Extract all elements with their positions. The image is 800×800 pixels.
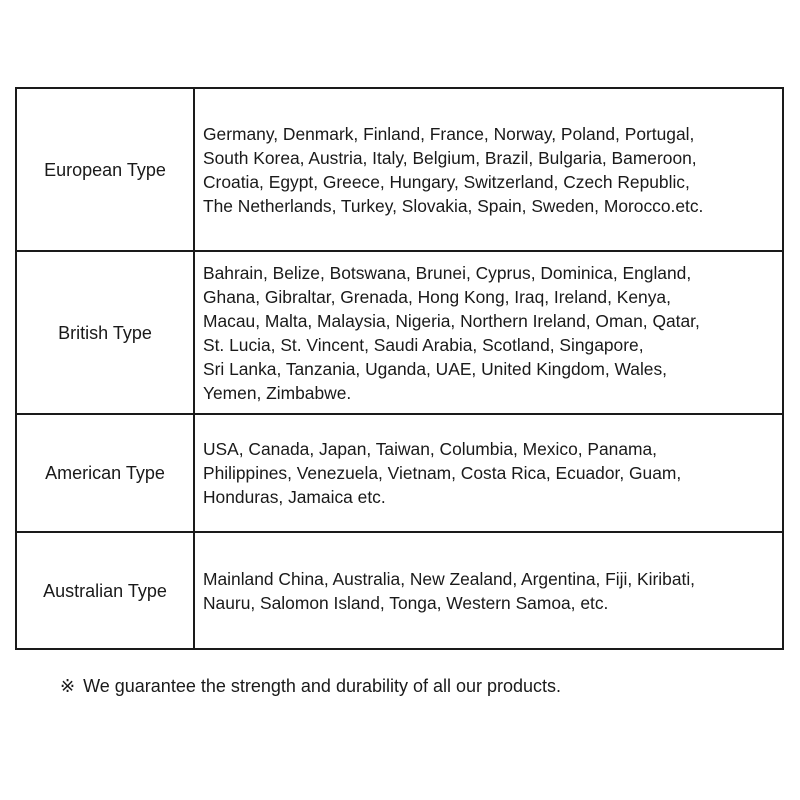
countries-cell: [194, 88, 783, 251]
type-label-cell: [16, 532, 194, 649]
type-label-cell: [16, 88, 194, 251]
table-row-european: [16, 88, 783, 251]
type-label: Australian Type: [43, 580, 167, 601]
countries-line: The Netherlands, Turkey, Slovakia, Spain, Sweden, Morocco.etc.: [203, 195, 704, 216]
countries-line: St. Lucia, St. Vincent, Saudi Arabia, Scotland, Singapore,: [203, 334, 644, 355]
countries-line: Yemen, Zimbabwe.: [203, 382, 352, 403]
footnote: [60, 675, 561, 697]
footnote-text: We guarantee the strength and durability of all our products.: [83, 676, 562, 696]
type-label-cell: [16, 251, 194, 414]
type-label-cell: [16, 414, 194, 532]
plug-type-table: [15, 87, 784, 650]
type-label: American Type: [45, 463, 165, 483]
type-label: British Type: [58, 322, 152, 343]
reference-mark-icon: ※: [60, 676, 76, 696]
countries-line: Mainland China, Australia, New Zealand, Argentina, Fiji, Kiribati,: [203, 568, 696, 589]
countries-line: Macau, Malta, Malaysia, Nigeria, Northern Ireland, Oman, Qatar,: [203, 310, 700, 331]
countries-line: Nauru, Salomon Island, Tonga, Western Samoa, etc.: [203, 592, 609, 613]
countries-line: Sri Lanka, Tanzania, Uganda, UAE, United Kingdom, Wales,: [203, 358, 668, 379]
countries-line: Germany, Denmark, Finland, France, Norway, Poland, Portugal,: [203, 123, 695, 144]
table-row-british: [16, 251, 783, 414]
table-row-australian: [16, 532, 783, 649]
countries-cell: [194, 532, 783, 649]
countries-line: Philippines, Venezuela, Vietnam, Costa Rica, Ecuador, Guam,: [203, 463, 682, 483]
countries-cell: [194, 414, 783, 532]
countries-line: Honduras, Jamaica etc.: [203, 487, 386, 507]
countries-line: USA, Canada, Japan, Taiwan, Columbia, Mexico, Panama,: [203, 439, 658, 459]
countries-line: South Korea, Austria, Italy, Belgium, Brazil, Bulgaria, Bameroon,: [203, 147, 697, 168]
type-label: European Type: [44, 159, 166, 180]
table-row-american: [16, 414, 783, 532]
countries-line: Croatia, Egypt, Greece, Hungary, Switzerland, Czech Republic,: [203, 171, 690, 192]
countries-line: Bahrain, Belize, Botswana, Brunei, Cyprus, Dominica, England,: [203, 262, 692, 283]
countries-line: Ghana, Gibraltar, Grenada, Hong Kong, Iraq, Ireland, Kenya,: [203, 286, 671, 307]
countries-cell: [194, 251, 783, 414]
